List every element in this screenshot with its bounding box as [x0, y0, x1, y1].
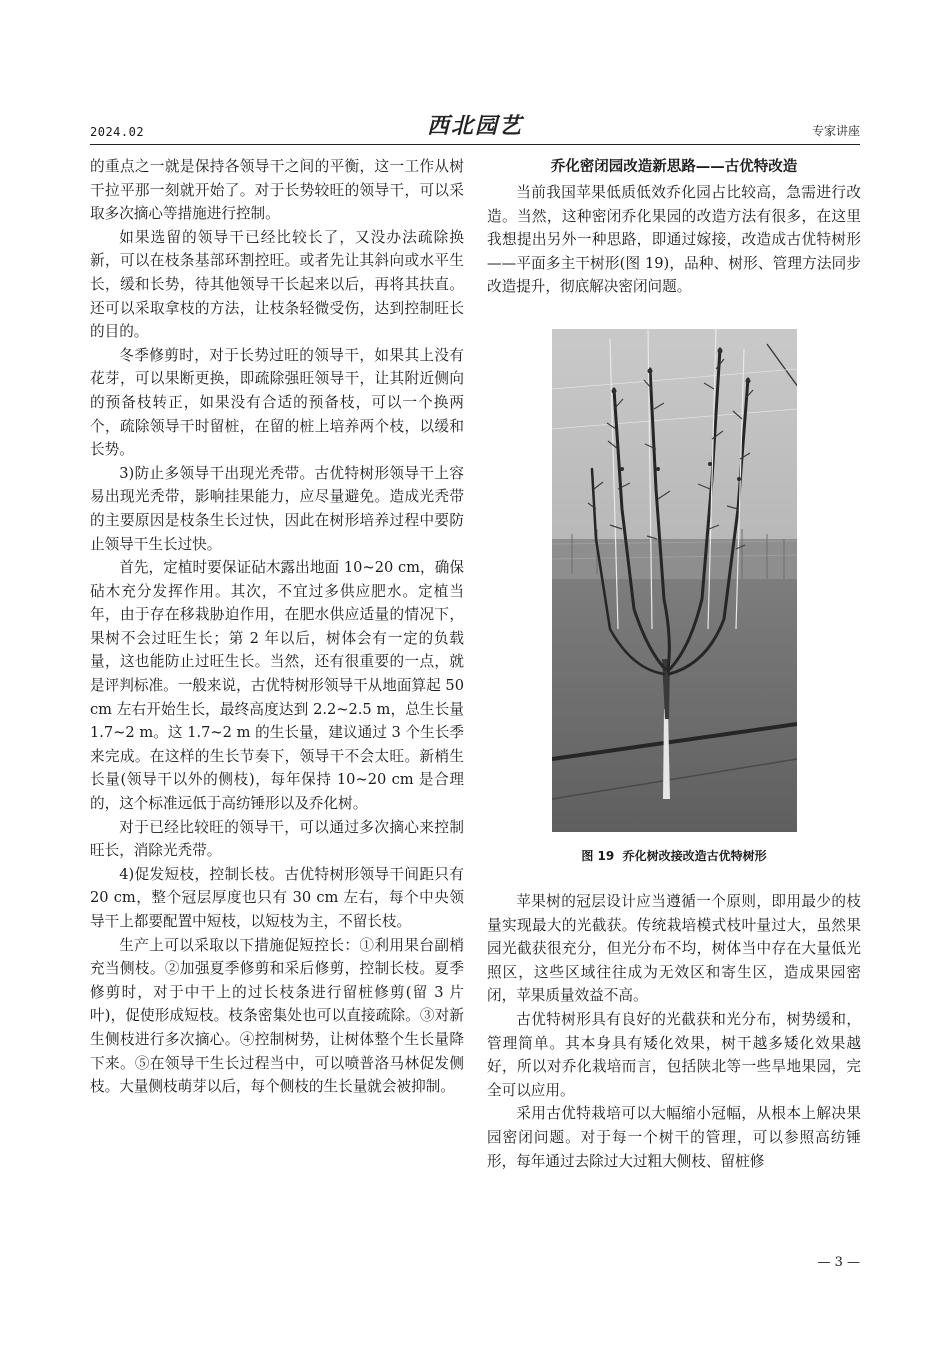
journal-masthead-logo: 西北园艺: [426, 113, 524, 139]
paragraph: 3)防止多领导干出现光秃带。古优特树形领导干上容易出现光秃带，影响挂果能力，应尽量避免。造成光秃带的主要原因是枝条生长过快，因此在树形培养过程中要防止领导干生长过快。: [90, 464, 464, 553]
tree-photo-figure: [552, 329, 797, 832]
issue-date: 2024.02: [90, 125, 145, 139]
paragraph: 如果选留的领导干已经比较长了，又没办法疏除换新，可以在枝条基部环割控旺。或者先让其斜向或水平生长，缓和长势，待其他领导干长起来以后，再将其扶直。还可以采取拿枝的方法，让枝条轻微受伤，达到控制旺长的目的。: [90, 228, 464, 341]
page-header: [90, 108, 860, 145]
left-column: [90, 155, 464, 1099]
paragraph: 当前我国苹果低质低效乔化园占比较高，急需进行改造。当然，这种密闭乔化果园的改造方法有很多，在这里我想提出另外一种思路，即通过嫁接，改造成古优特树形——平面多主干树形(图 19)，品种、树形、管理方法同步改造提升，彻底解决密闭问题。: [487, 184, 861, 296]
paragraph: 冬季修剪时，对于长势过旺的领导干，如果其上没有花芽，可以果断更换，即疏除强旺领导干，让其附近侧向的预备枝转正，如果没有合适的预备枝，可以一个换两个，疏除领导干时留桩，在留的桩上培养两个枝，以缓和长势。: [90, 346, 464, 459]
paragraph: 的重点之一就是保持各领导干之间的平衡，这一工作从树干拉平那一刻就开始了。对于长势较旺的领导干，可以采取多次摘心等措施进行控制。: [90, 158, 464, 223]
figure-caption: [487, 846, 861, 866]
paragraph: 古优特树形具有良好的光截获和光分布，树势缓和，管理简单。其本身具有矮化效果，树干越多矮化效果越好，所以对乔化栽培而言，包括陕北等一些旱地果园，完全可以应用。: [487, 1010, 861, 1099]
right-column: [487, 155, 861, 1173]
paragraph: 生产上可以采取以下措施促短控长：①利用果台副梢充当侧枝。②加强夏季修剪和采后修剪，控制长枝。夏季修剪时，对于中干上的过长枝条进行留桩修剪(留 3 片叶)，促使形成短枝。枝条密集处也可以直接疏除。③对新生侧枝进行多次摘心。④控制树势，让树体整个生长量降下来。⑤在领导干生长过程当中，可以喷普洛马林促发侧枝。大量侧枝萌芽以后，每个侧枝的生长量就会被抑制。: [90, 936, 464, 1096]
paragraph: 对于已经比较旺的领导干，可以通过多次摘心来控制旺长，消除光秃带。: [90, 818, 464, 860]
paragraph: 采用古优特栽培可以大幅缩小冠幅，从根本上解决果园密闭问题。对于每一个树干的管理，可以参照高纺锤形，每年通过去除过大过粗大侧枝、留桩修: [487, 1105, 861, 1170]
page-number: — 3 —: [817, 1255, 860, 1270]
section-label: 专家讲座: [811, 124, 860, 138]
figure-caption-text: 乔化树改接改造古优特树形: [622, 848, 767, 863]
paragraph: 苹果树的冠层设计应当遵循一个原则，即用最少的枝量实现最大的光截获。传统栽培模式枝叶量过大，虽然果园光截获很充分，但光分布不均，树体当中存在大量低光照区，这些区域往往成为无效区和寄生区，造成果园密闭，苹果质量效益不高。: [487, 892, 861, 1005]
grafted-tree-photo: [552, 329, 797, 832]
section-heading: 乔化密闭园改造新思路——古优特改造: [550, 159, 798, 175]
paragraph: 首先，定植时要保证砧木露出地面 10~20 cm，确保砧木充分发挥作用。其次，不宜过多供应肥水。定植当年，由于存在移栽胁迫作用，在肥水供应适量的情况下，果树不会过旺生长；第 2 年以后，树体会有一定的负载量，这也能防止过旺生长。当然，还有很重要的一点，就是评判标准。一般来说，古优特树形领导干从地面算起 50 cm 左右开始生长，最终高度达到 2.2~2.5 m，总生长量 1.7~2 m。这 1.7~2 m 的生长量，建议通过 3 个生长季来完成。在这样的生长节奏下，领导干不会太旺。新梢生长量(领导干以外的侧枝)，每年保持 10~20 cm 是合理的，这个标准远低于高纺锤形以及乔化树。: [90, 559, 464, 813]
figure-number: 图 19: [581, 848, 615, 863]
paragraph: 4)促发短枝，控制长枝。古优特树形领导干间距只有 20 cm，整个冠层厚度也只有 30 cm 左右，每个中央领导干上都要配置中短枝，以短枝为主，不留长枝。: [90, 865, 464, 930]
